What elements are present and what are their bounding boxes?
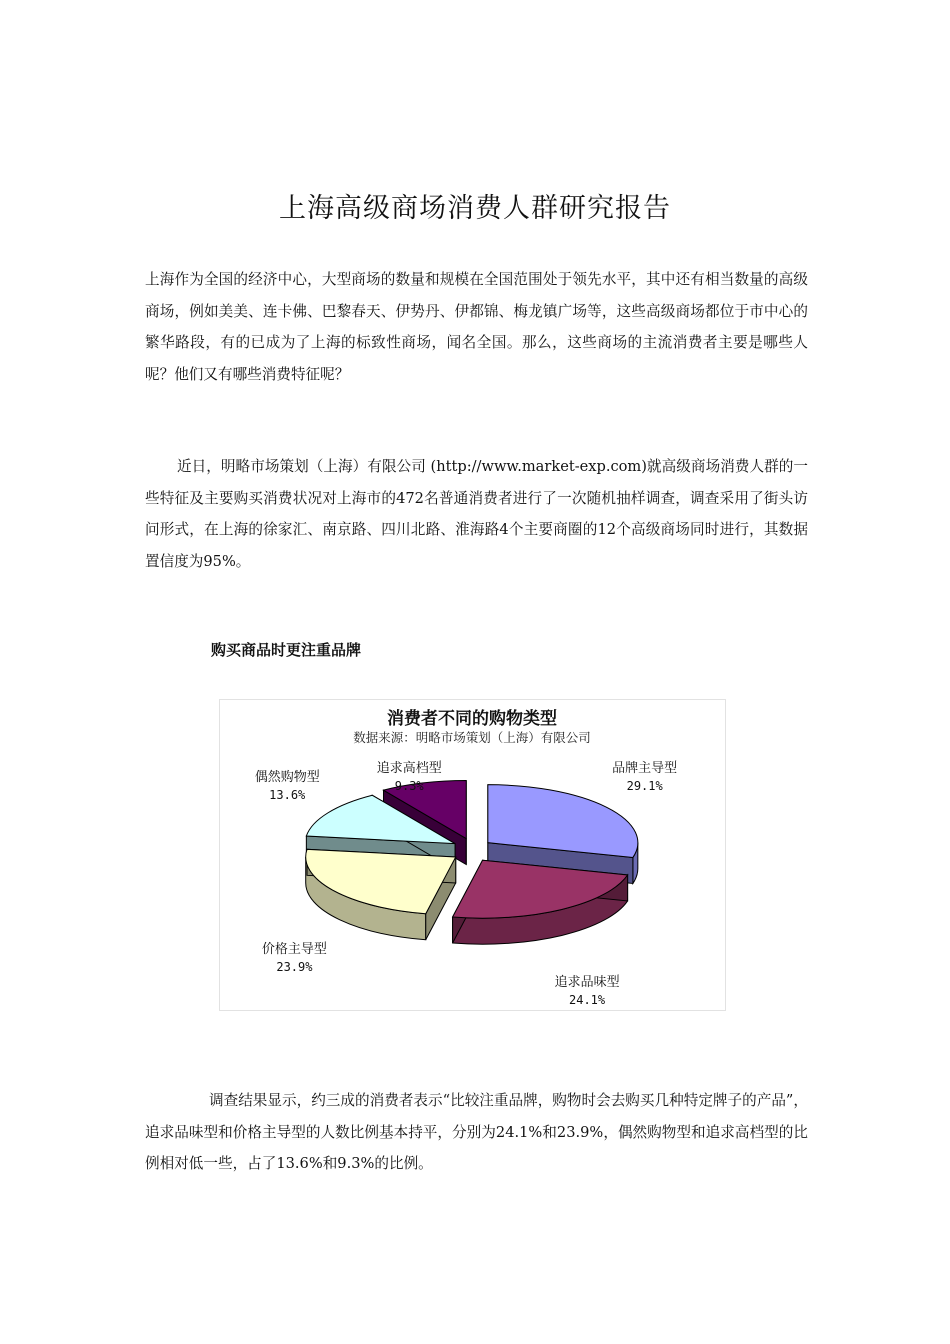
chart-title: 消费者不同的购物类型 [387, 709, 557, 729]
pie-label-value: 13.6% [269, 788, 306, 803]
document-title: 上海高级商场消费人群研究报告 [279, 193, 671, 224]
pie-label-value: 29.1% [626, 779, 663, 793]
pie-label-name: 偶然购物型 [254, 770, 320, 786]
pie-label-name: 价格主导型 [261, 941, 327, 957]
section-heading: 购买商品时更注重品牌 [211, 641, 362, 659]
pie-slice-2 [306, 849, 456, 939]
pie-chart-svg [220, 700, 725, 1010]
chart-subtitle: 数据来源：明略市场策划（上海）有限公司 [353, 730, 591, 745]
pie-label-value: 23.9% [276, 959, 313, 974]
pie-label-name: 追求品味型 [554, 974, 620, 990]
pie-label-name: 品牌主导型 [612, 761, 678, 776]
survey-paragraph: 近日，明略市场策划（上海）有限公司 (http://www.market-exp.com)就高级商场消费人群的一些特征及主要购买消费状况对上海市的472名普通消费者进行了一次随机抽样调查，调查采用了街头访问形式，在上海的徐家汇、南京路、四川北路、淮海路4个主要商圈的12个高级商场同时进行，其数据置信度为95%。 [145, 458, 808, 570]
pie-slices [306, 781, 638, 945]
shopping-type-chart [219, 699, 726, 1011]
intro-paragraph: 上海作为全国的经济中心，大型商场的数量和规模在全国范围处于领先水平，其中还有相当数量的高级商场，例如美美、连卡佛、巴黎春天、伊势丹、伊都锦、梅龙镇广场等，这些高级商场都位于市中心的繁华路段，有的已成为了上海的标致性商场，闻名全国。那么，这些商场的主流消费者主要是哪些人呢？他们又有哪些消费特征呢？ [145, 271, 808, 383]
pie-slice-1 [453, 860, 628, 944]
pie-label-value: 9.3% [394, 779, 424, 793]
result-paragraph: 调查结果显示，约三成的消费者表示“比较注重品牌，购物时会去购买几种特定牌子的产品”，追求品味型和价格主导型的人数比例基本持平，分别为24.1%和23.9%，偶然购物型和追求高档型的比例相对低一些，占了13.6%和9.3%的比例。 [145, 1092, 808, 1172]
pie-label-value: 24.1% [569, 992, 606, 1007]
pie-label-name: 追求高档型 [376, 761, 442, 776]
